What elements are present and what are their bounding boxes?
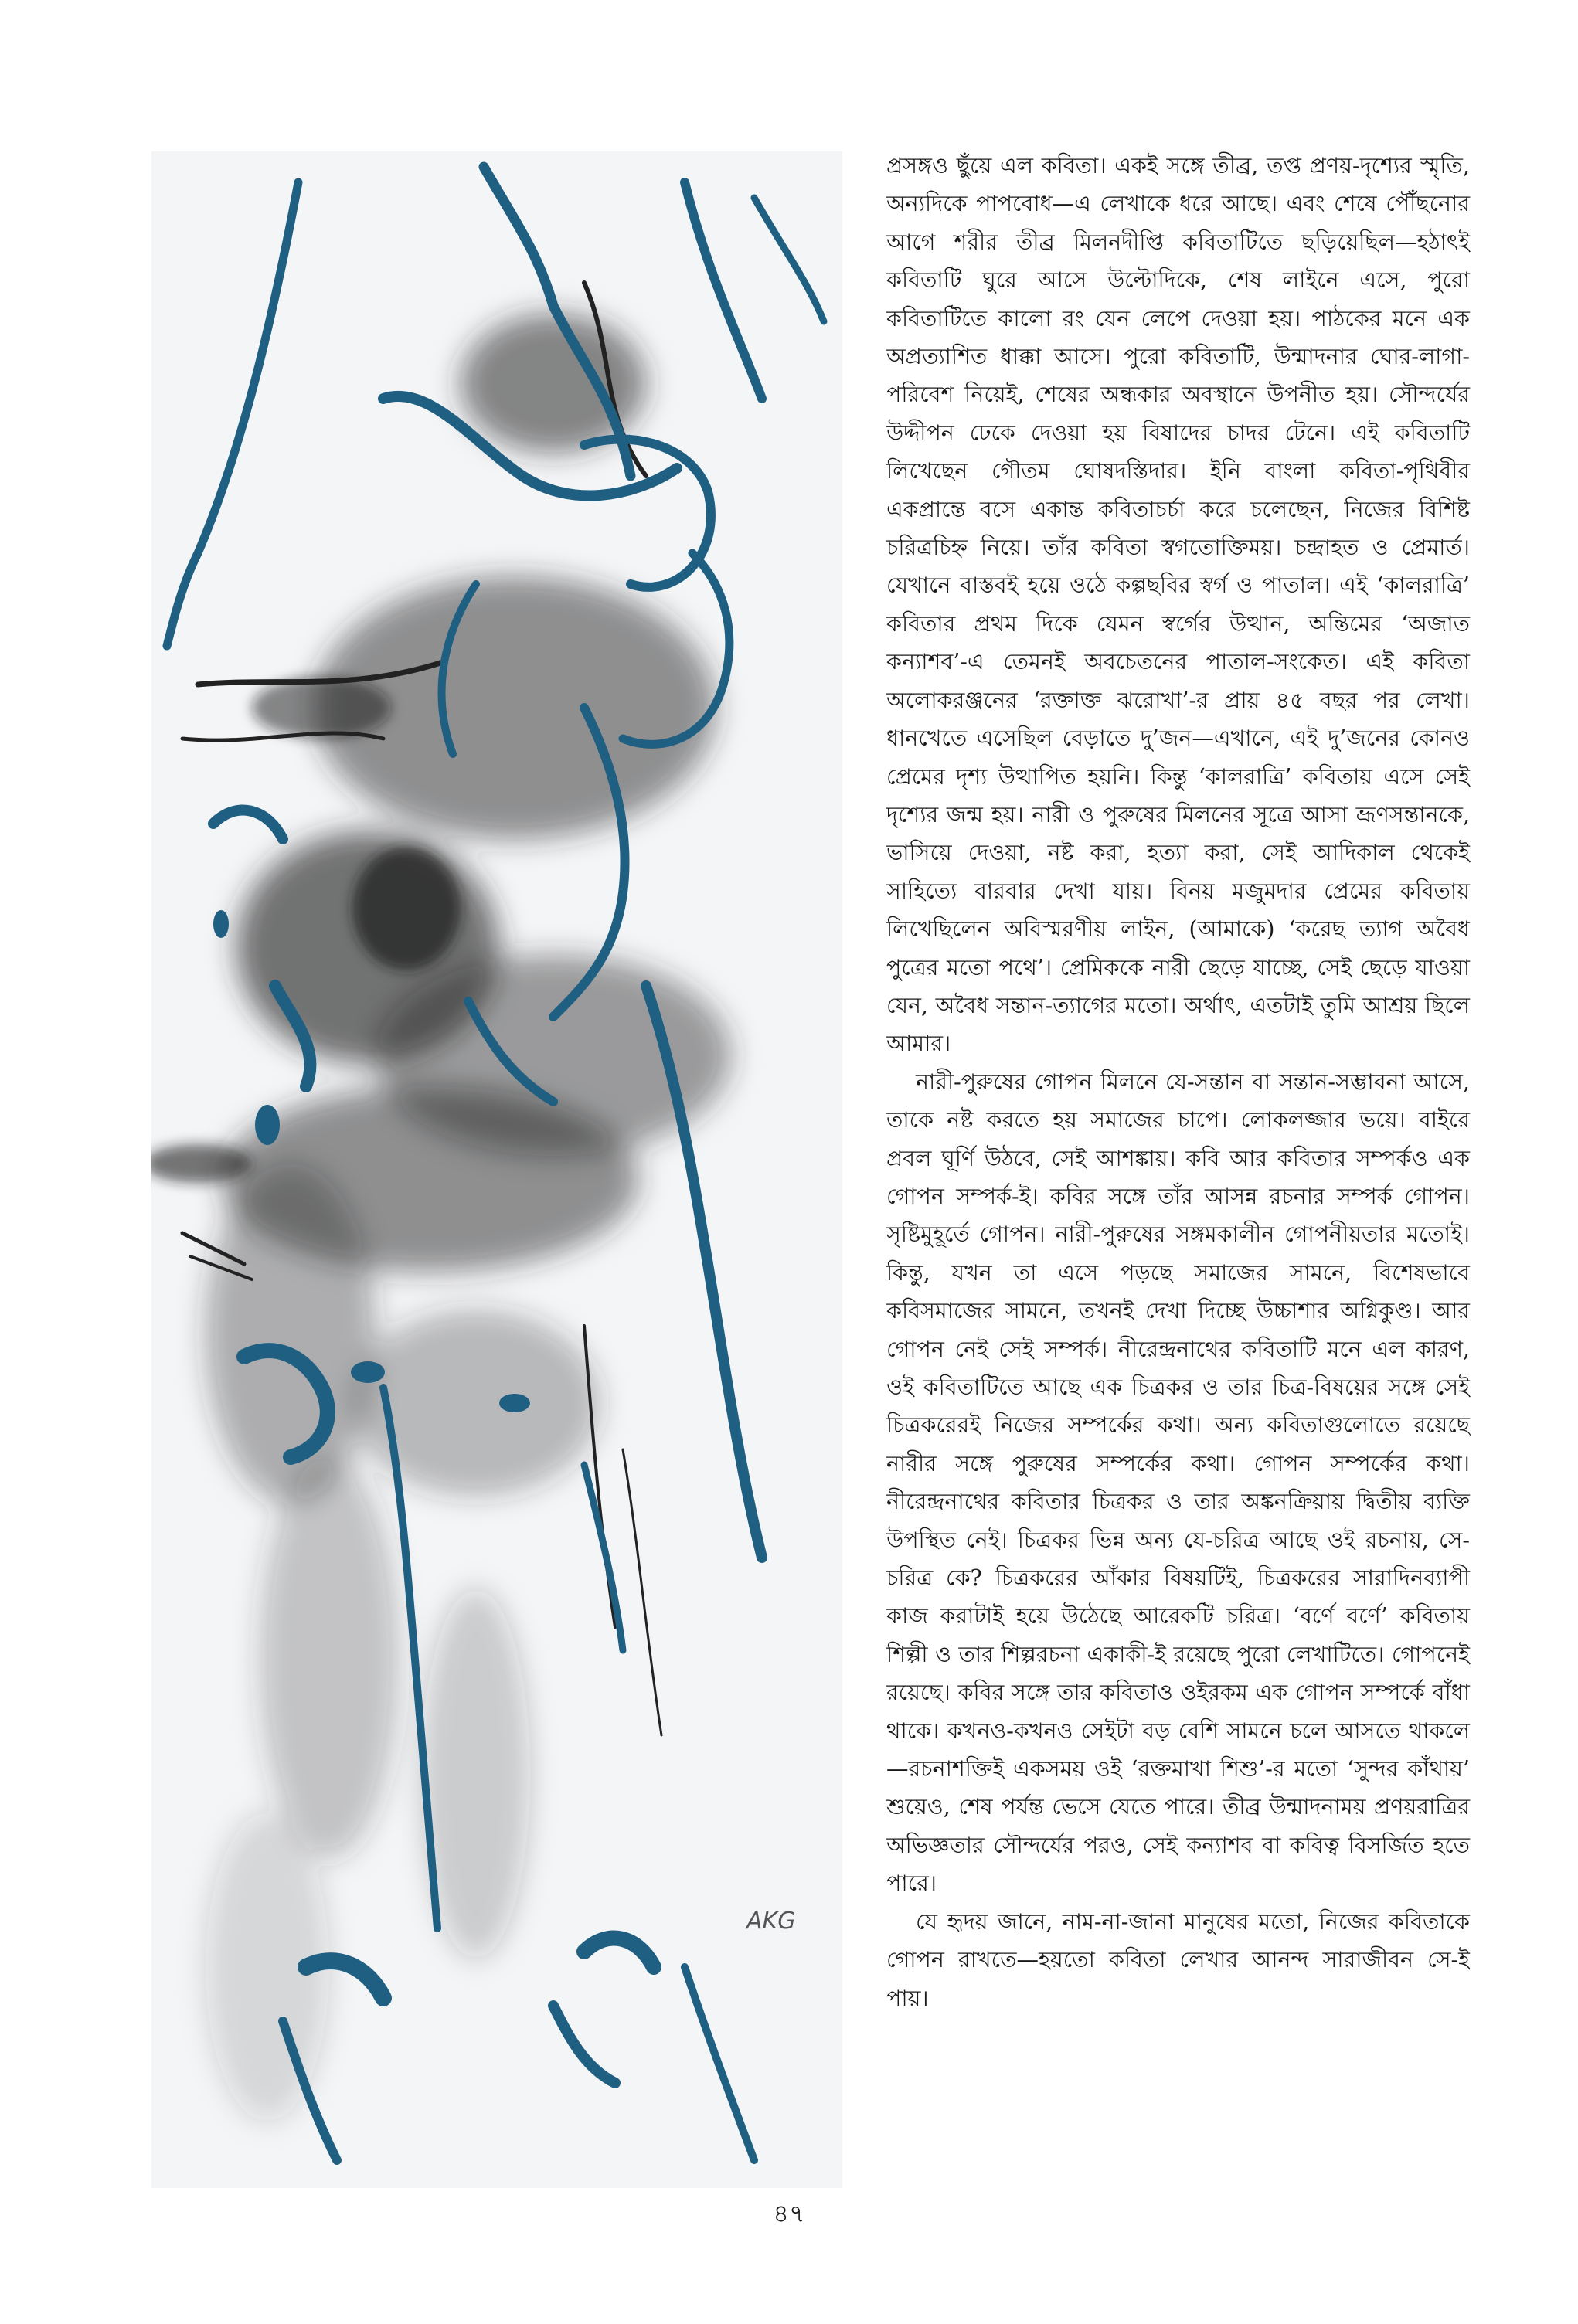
article-paragraph-1: প্রসঙ্গও ছুঁয়ে এল কবিতা। একই সঙ্গে তীব্র, তপ্ত প্রণয়-দৃশ্যের স্মৃতি, অন্যদিকে পাপবোধ—এ লেখাকে ধরে আছে। এবং শেষে পৌঁছনোর আগে শরীর তীব্র মিলনদীপ্তি কবিতাটিতে ছড়িয়েছিল—হঠাৎই কবিতাটি ঘুরে আসে উল্টোদিকে, শেষ লাইনে এসে, পুরো কবিতাটিতে কালো রং যেন লেপে দেওয়া হয়। পাঠকের মনে এক অপ্রত্যাশিত ধাক্কা আসে। পুরো কবিতাটি, উন্মাদনার ঘোর-লাগা-পরিবেশ নিয়েই, শেষের অন্ধকার অবস্থানে উপনীত হয়। সৌন্দর্যের উদ্দীপন ঢেকে দেওয়া হয় বিষাদের চাদর টেনে। এই কবিতাটি লিখেছেন গৌতম ঘোষদস্তিদার। ইনি বাংলা কবিতা-পৃথিবীর একপ্রান্তে বসে একান্ত কবিতাচর্চা করে চলেছেন, নিজের বিশিষ্ট চরিত্রচিহ্ন নিয়ে। তাঁর কবিতা স্বগতোক্তিময়। চন্দ্রাহত ও প্রেমার্ত। যেখানে বাস্তবই হয়ে ওঠে কল্পছবির স্বর্গ ও পাতাল। এই ‘কালরাত্রি’ কবিতার প্রথম দিকে যেমন স্বর্গের উত্থান, অন্তিমের ‘অজাত কন্যাশব’-এ তেমনই অবচেতনের পাতাল-সংকেত। এই কবিতা অলোকরঞ্জনের ‘রক্তাক্ত ঝরোখা’-র প্রায় ৪৫ বছর পর লেখা। ধানখেতে এসেছিল বেড়াতে দু’জন—এখানে, এই দু’জনের কোনও প্রেমের দৃশ্য উত্থাপিত হয়নি। কিন্তু ‘কালরাত্রি’ কবিতায় এসে সেই দৃশ্যের জন্ম হয়। নারী ও পুরুষের মিলনের সূত্রে আসা ভ্রূণসন্তানকে, ভাসিয়ে দেওয়া, নষ্ট করা, হত্যা করা, সেই আদিকাল থেকেই সাহিত্যে বারবার দেখা যায়। বিনয় মজুমদার প্রেমের কবিতায় লিখেছিলেন অবিস্মরণীয় লাইন, (আমাকে) ‘করেছ ত্যাগ অবৈধ পুত্রের মতো পথে’। প্রেমিককে নারী ছেড়ে যাচ্ছে, সেই ছেড়ে যাওয়া যেন, অবৈধ সন্তান-ত্যাগের মতো। অর্থাৎ, এতটাই তুমি আশ্রয় ছিলে আমার। bbox=[886, 153, 1470, 1057]
artist-signature: AKG bbox=[746, 1908, 796, 1935]
article-paragraph-2: নারী-পুরুষের গোপন মিলনে যে-সন্তান বা সন্তান-সম্ভাবনা আসে, তাকে নষ্ট করতে হয় সমাজের চাপে। লোকলজ্জার ভয়ে। বাইরে প্রবল ঘূর্ণি উঠবে, সেই আশঙ্কায়। কবি আর কবিতার সম্পর্কও এক গোপন সম্পর্ক-ই। কবির সঙ্গে তাঁর আসন্ন রচনার সম্পর্ক গোপন। সৃষ্টিমুহূর্তে গোপন। নারী-পুরুষের সঙ্গমকালীন গোপনীয়তার মতোই। কিন্তু, যখন তা এসে পড়ছে সমাজের সামনে, বিশেষভাবে কবিসমাজের সামনে, তখনই দেখা দিচ্ছে উচ্চাশার অগ্নিকুণ্ড। আর গোপন নেই সেই সম্পর্ক। নীরেন্দ্রনাথের কবিতাটি মনে এল কারণ, ওই কবিতাটিতে আছে এক চিত্রকর ও তার চিত্র-বিষয়ের সঙ্গে সেই চিত্রকরেরই নিজের সম্পর্কের কথা। অন্য কবিতাগুলোতে রয়েছে নারীর সঙ্গে পুরুষের সম্পর্কের কথা। গোপন সম্পর্কের কথা। নীরেন্দ্রনাথের কবিতার চিত্রকর ও তার অঙ্কনক্রিয়ায় দ্বিতীয় ব্যক্তি উপস্থিত নেই। চিত্রকর ভিন্ন অন্য যে-চরিত্র আছে ওই রচনায়, সে-চরিত্র কে? চিত্রকরের আঁকার বিষয়টিই, চিত্রকরের সারাদিনব্যাপী কাজ করাটাই হয়ে উঠেছে আরেকটি চরিত্র। ‘বর্ণে বর্ণে’ কবিতায় শিল্পী ও তার শিল্পরচনা একাকী-ই রয়েছে পুরো লেখাটিতে। গোপনেই রয়েছে। কবির সঙ্গে তার কবিতাও ওইরকম এক গোপন সম্পর্কে বাঁধা থাকে। কখনও-কখনও সেইটা বড় বেশি সামনে চলে আসতে থাকলে—রচনাশক্তিই একসময় ওই ‘রক্তমাখা শিশু’-র মতো ‘সুন্দর কাঁথায়’ শুয়েও, শেষ পর্যন্ত ভেসে যেতে পারে। তীব্র উন্মাদনাময় প্রণয়রাত্রির অভিজ্ঞতার সৌন্দর্যের পরও, সেই কন্যাশব বা কবিত্ব বিসর্জিত হতে পারে। bbox=[886, 1069, 1470, 1897]
article-text-column bbox=[886, 147, 1470, 2017]
page-number: ৪৭ bbox=[773, 2199, 805, 2228]
article-paragraph-3: যে হৃদয় জানে, নাম-না-জানা মানুষের মতো, নিজের কবিতাকে গোপন রাখতে—হয়তো কবিতা লেখার আনন্দ সারাজীবন সে-ই পায়। bbox=[886, 1908, 1470, 2011]
artwork-canvas bbox=[151, 151, 842, 2188]
artwork-figure-drawing bbox=[151, 151, 842, 2188]
